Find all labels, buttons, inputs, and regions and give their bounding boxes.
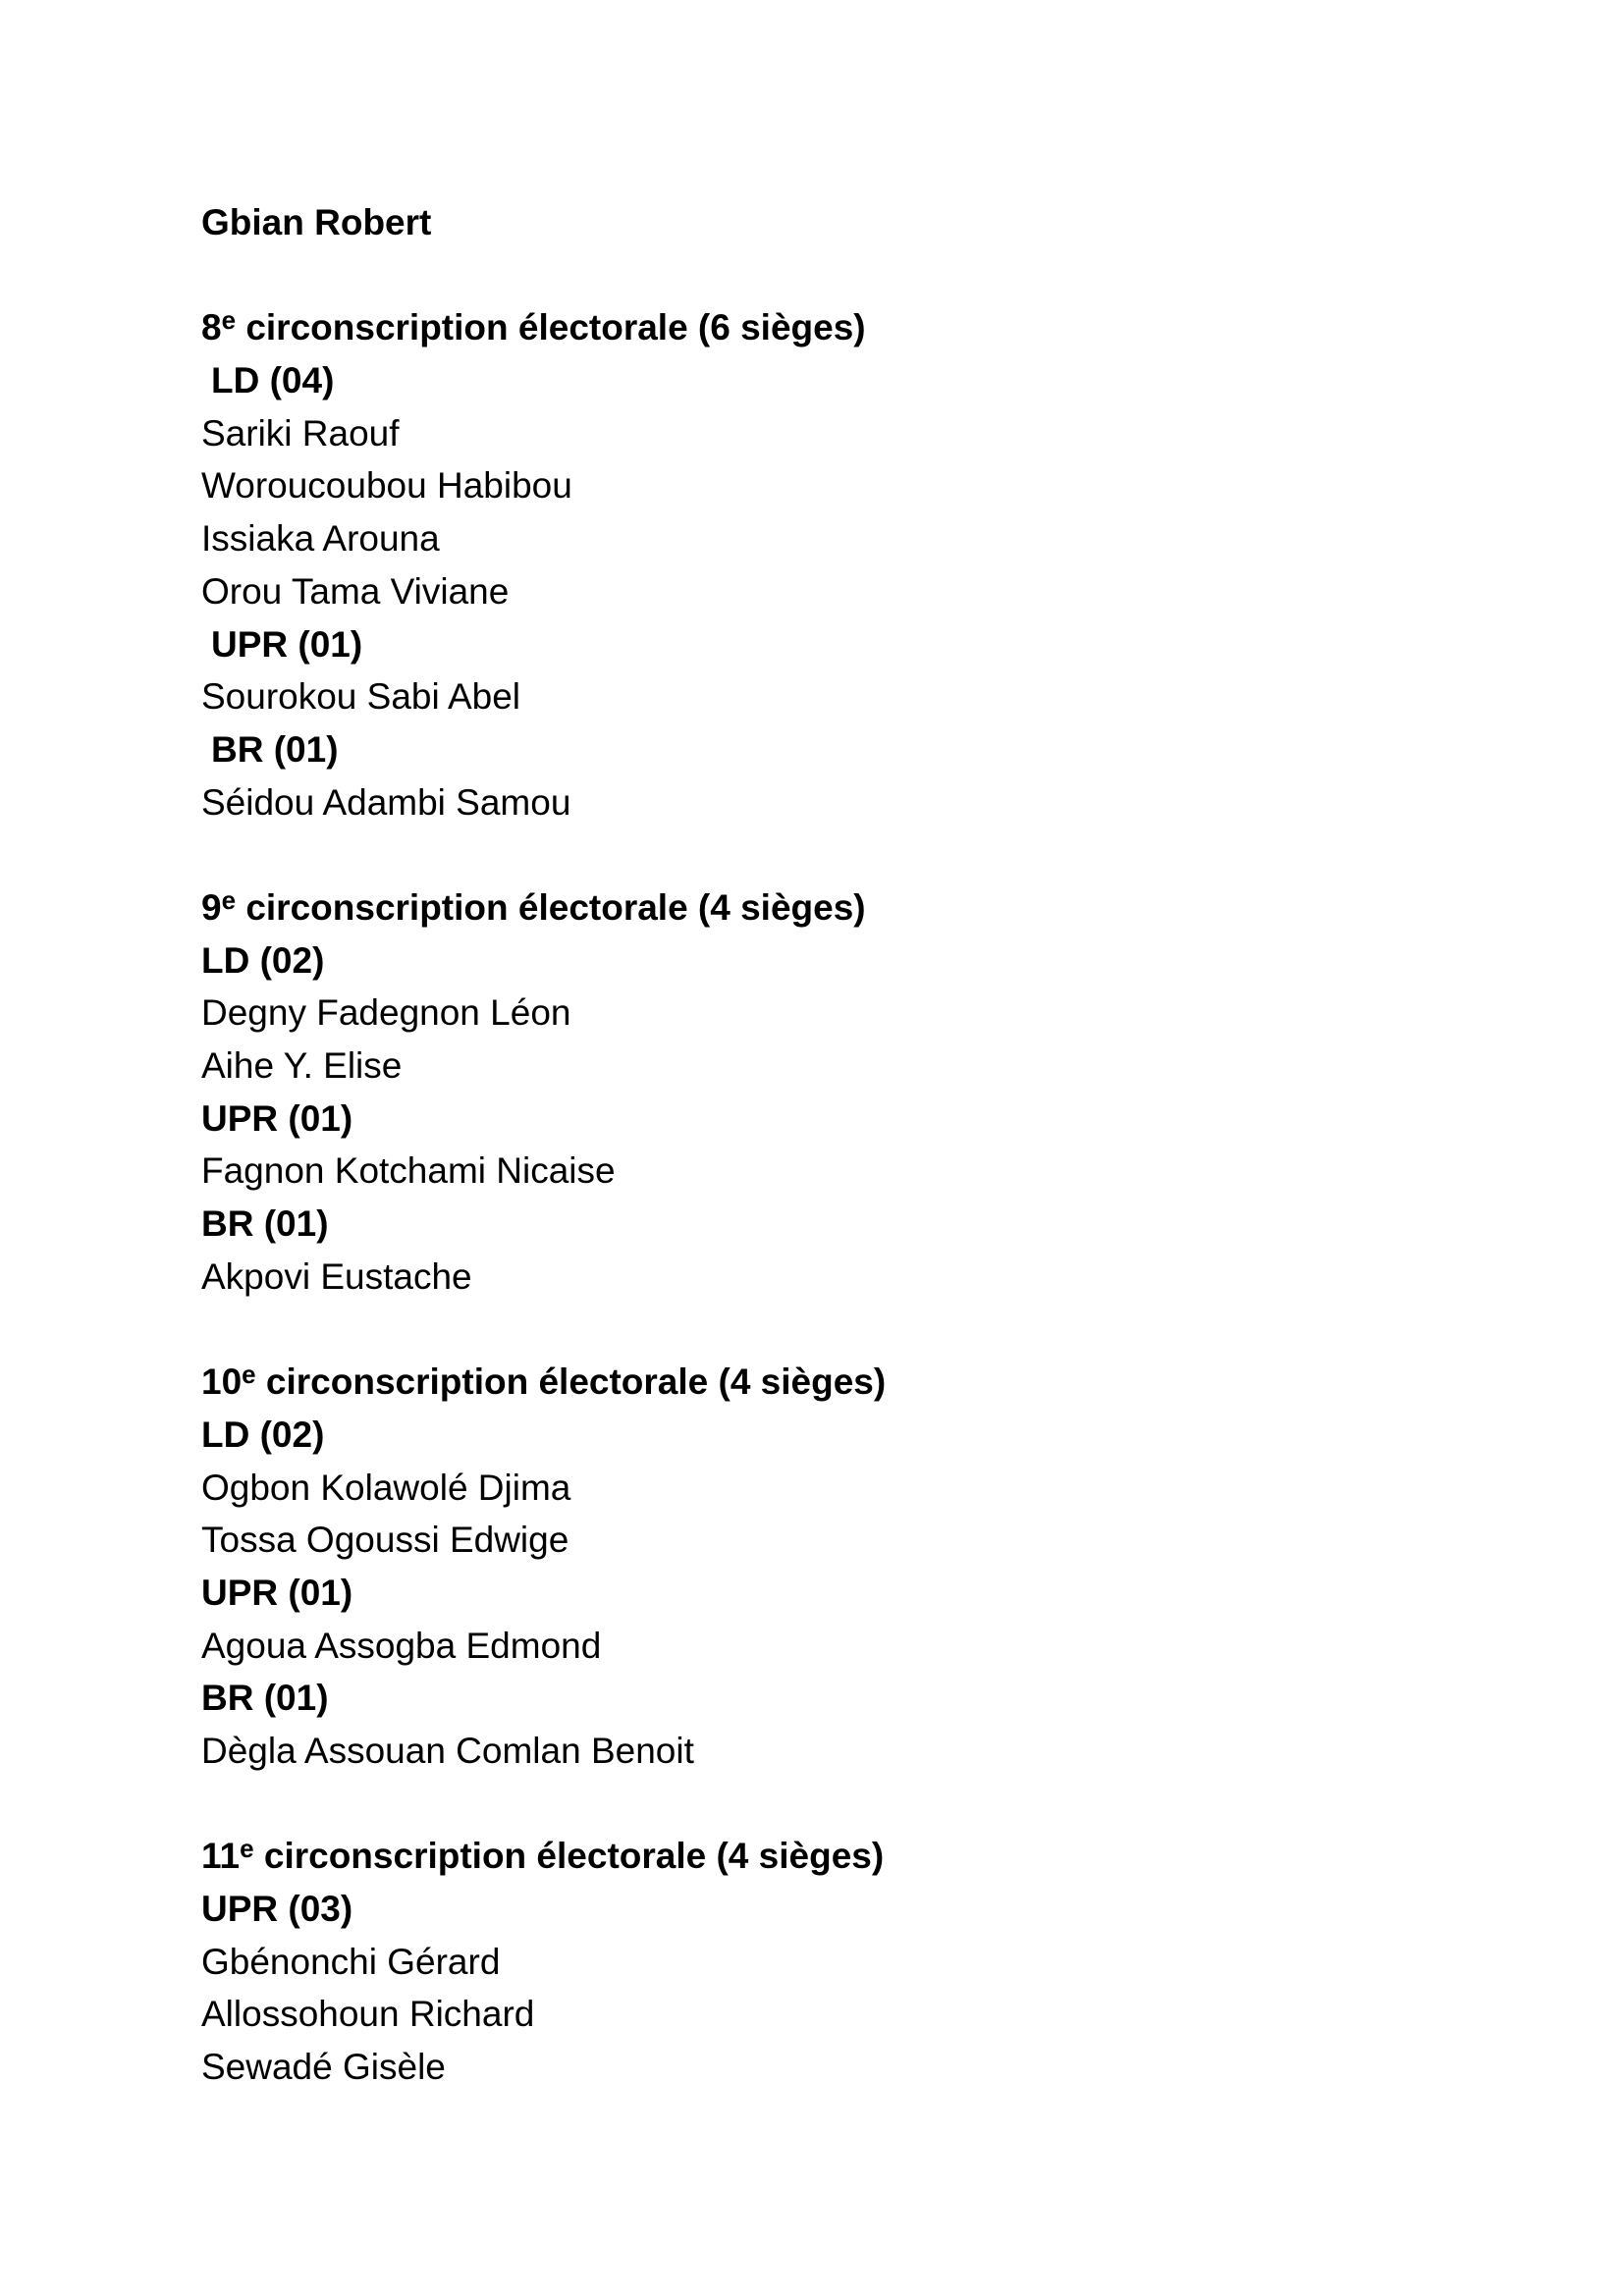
member-name: Ogbon Kolawolé Djima <box>201 1467 571 1508</box>
party-label: UPR (03) <box>201 1889 353 1929</box>
party-label: BR (01) <box>201 1678 329 1719</box>
section-number: 10 <box>201 1362 243 1403</box>
section-heading <box>201 1830 1478 1883</box>
member-name: Issiaka Arouna <box>201 518 440 560</box>
party-label: BR (01) <box>211 728 339 770</box>
section-number: 9 <box>201 886 222 928</box>
section-8 <box>201 301 1478 828</box>
member-name: Fagnon Kotchami Nicaise <box>201 1150 616 1192</box>
section-heading <box>201 301 1478 354</box>
section-9 <box>201 881 1478 1304</box>
section-title: circonscription électorale (4 sièges) <box>236 886 866 928</box>
party-label: UPR (01) <box>201 1572 353 1613</box>
member-name: Degny Fadegnon Léon <box>201 992 571 1034</box>
member-name: Aihe Y. Elise <box>201 1045 403 1086</box>
ordinal-suffix: e <box>240 1834 254 1864</box>
ordinal-suffix: e <box>242 1360 256 1390</box>
section-heading <box>201 1356 1478 1409</box>
ordinal-suffix: e <box>221 884 237 915</box>
section-heading <box>201 881 1478 934</box>
blank-line <box>201 1778 1478 1831</box>
ordinal-suffix: e <box>221 305 237 336</box>
section-title: circonscription électorale (4 sièges) <box>255 1362 887 1403</box>
member-name: Sariki Raouf <box>201 412 400 454</box>
member-name: Sourokou Sabi Abel <box>201 676 521 718</box>
member-name: Séidou Adambi Samou <box>201 781 571 823</box>
member-name: Woroucoubou Habibou <box>201 465 572 507</box>
member-name: Orou Tama Viviane <box>201 570 510 612</box>
party-label: LD (02) <box>201 939 325 981</box>
blank-line <box>201 1303 1478 1356</box>
section-11 <box>201 1830 1478 2093</box>
member-name: Allossohoun Richard <box>201 1994 535 2035</box>
member-name: Tossa Ogoussi Edwige <box>201 1520 569 1561</box>
member-name: Sewadé Gisèle <box>201 2047 446 2088</box>
member-name: Agoua Assogba Edmond <box>201 1625 602 1666</box>
party-label: LD (02) <box>201 1414 325 1455</box>
document-page <box>201 196 1478 2094</box>
member-name: Gbénonchi Gérard <box>201 1941 501 1982</box>
blank-line <box>201 828 1478 881</box>
section-10 <box>201 1356 1478 1778</box>
party-label: UPR (01) <box>211 623 363 665</box>
top-name: Gbian Robert <box>201 202 432 242</box>
section-title: circonscription électorale (6 sièges) <box>236 307 866 348</box>
party-label: LD (04) <box>211 360 335 401</box>
member-name: Akpovi Eustache <box>201 1255 472 1297</box>
section-number: 8 <box>201 307 222 348</box>
section-title: circonscription électorale (4 sièges) <box>253 1836 885 1877</box>
section-number: 11 <box>201 1836 241 1877</box>
party-label: UPR (01) <box>201 1097 353 1139</box>
member-name: Dègla Assouan Comlan Benoit <box>201 1730 694 1771</box>
party-label: BR (01) <box>201 1203 329 1245</box>
blank-line <box>201 249 1478 302</box>
